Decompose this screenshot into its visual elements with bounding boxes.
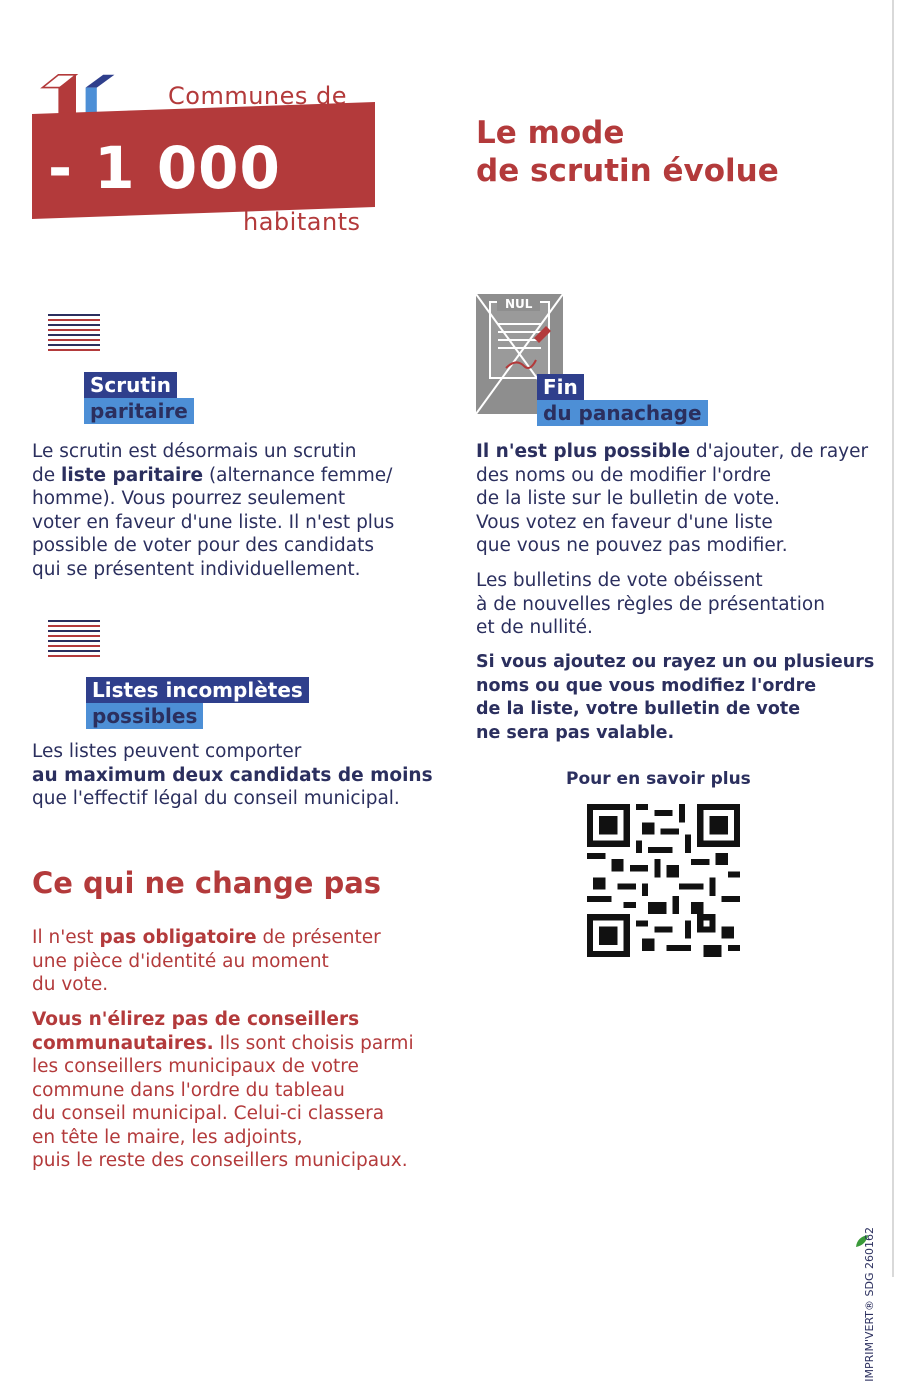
paragraph-fin-panachage: Il n'est plus possible d'ajouter, de rayer des noms ou de modifier l'ordre de la liste sur le bulletin de vote. Vous votez en faveur d'une liste que vous ne pouvez pas modifier. [476,441,869,556]
page-edge [892,0,894,1277]
stripes-icon [48,620,100,660]
tag-fin-panachage: Fin du panachage [537,374,708,426]
tag-scrutin-paritaire: Scrutin paritaire [84,372,194,424]
paragraph-listes-incompletes: Les listes peuvent comporter au maximum deux candidats de moins que l'effectif légal du conseil municipal. [32,741,433,809]
header-habitants: habitants [243,208,361,236]
section-title-ne-change-pas: Ce qui ne change pas [32,866,382,900]
qr-code-icon[interactable] [587,804,740,957]
nul-label: NUL [497,297,540,311]
header-communes: Communes de [168,82,348,110]
savoir-plus-label: Pour en savoir plus [566,769,751,789]
imprint-text: IMPRIM'VERT® SDG 260162 [863,1227,876,1382]
header-number: - 1 000 [48,134,281,202]
stripes-icon [48,314,100,354]
paragraph-conseillers: Vous n'élirez pas de conseillers communautaires. Ils sont choisis parmi les conseillers municipaux de votre commune dans l'ordre du tableau du conseil municipal. Celui-ci classera en tête le maire, les adjoints, puis le reste des conseillers municipaux. [32,1009,414,1171]
tag-listes-incompletes: Listes incomplètes possibles [86,677,309,729]
paragraph-identite: Il n'est pas obligatoire de présenter une pièce d'identité au moment du vote. [32,927,381,995]
page-title: Le mode de scrutin évolue [476,115,779,189]
paragraph-bulletins-regles: Les bulletins de vote obéissent à de nouvelles règles de présentation et de nullité. [476,570,825,638]
paragraph-bulletin-invalide: Si vous ajoutez ou rayez un ou plusieurs noms ou que vous modifiez l'ordre de la liste, votre bulletin de vote ne sera pas valable. [476,652,875,743]
paragraph-scrutin-paritaire: Le scrutin est désormais un scrutin de liste paritaire (alternance femme/ homme). Vous pourrez seulement voter en faveur d'une liste. Il n'est plus possible de voter pour des candidats qui se présentent individuellement. [32,441,395,580]
